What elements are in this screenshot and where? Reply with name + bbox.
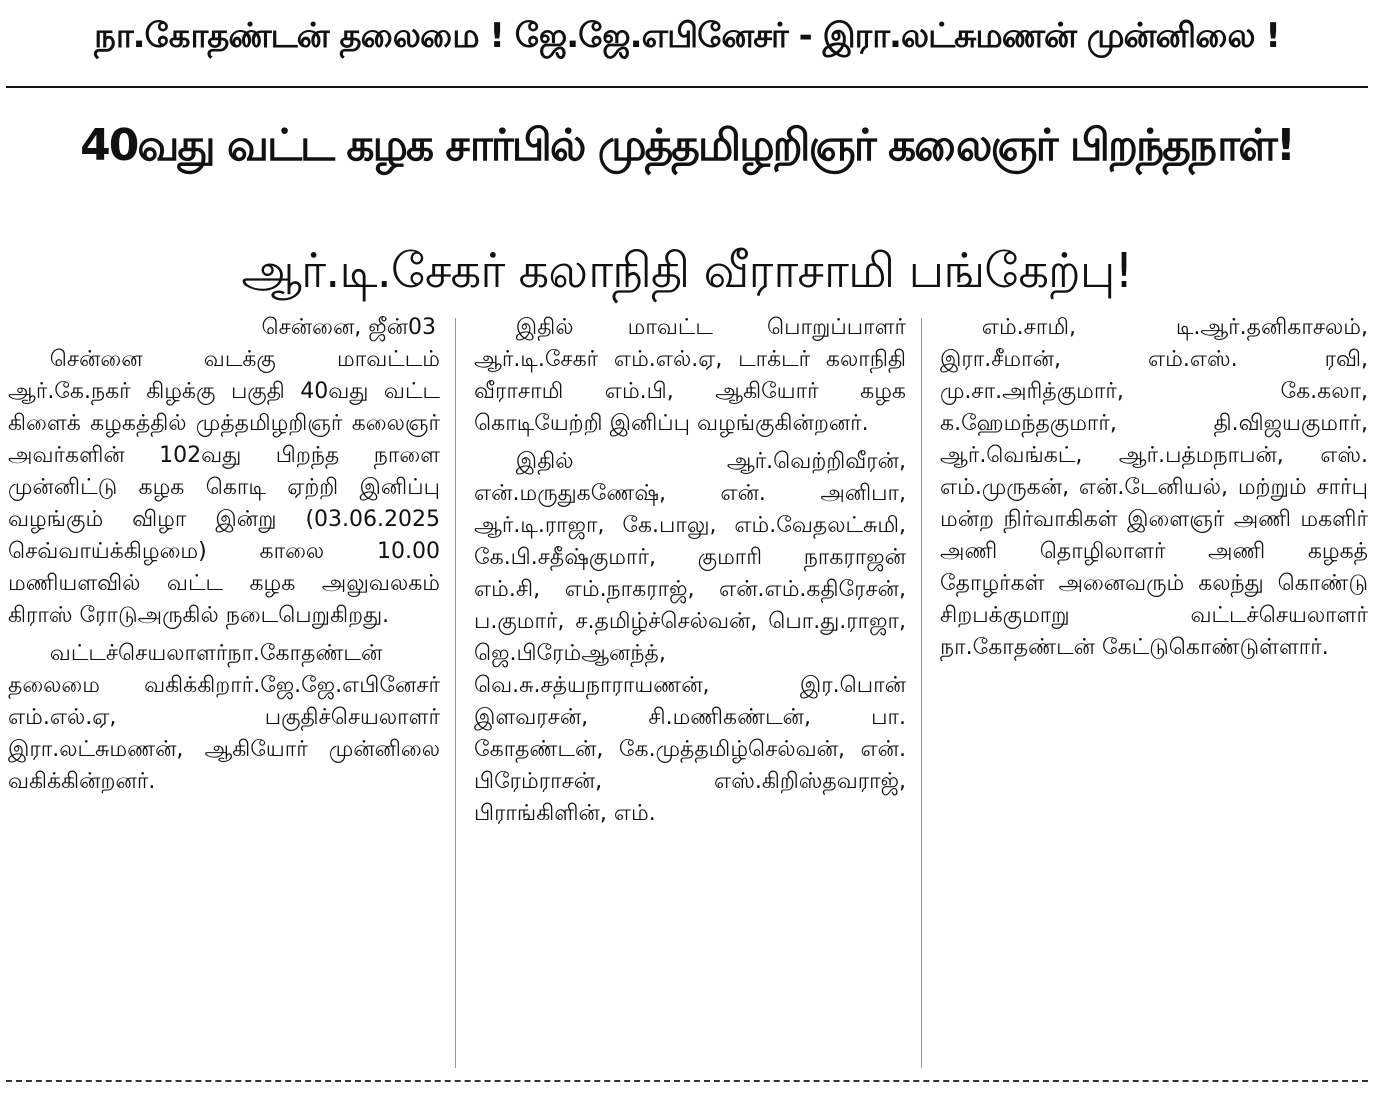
paragraph-chief-guests: இதில் மாவட்ட பொறுப்பாளர் ஆர்.டி.சேகர் எம்.எல்.ஏ, டாக்டர் கலாநிதி வீராசாமி எம்.பி, ஆகியோர் கழக கொடியேற்றி இனிப்பு வழங்குகின்றனர். bbox=[474, 315, 906, 436]
column-divider bbox=[921, 318, 922, 1068]
kicker-line: நா.கோதண்டன் தலைமை ! ஜே.ஜே.எபினேசர் - இரா.லட்சுமணன் முன்னிலை ! bbox=[94, 16, 1280, 56]
article-column-3 bbox=[940, 312, 1368, 1070]
paragraph-participants: இதில் ஆர்.வெற்றிவீரன், என்.மருதுகணேஷ், என். அனிபா, ஆர்.டி.ராஜா, கே.பாலு, எம்.வேதலட்சுமி, கே.பி.சதீஷ்குமார், குமாரி நாகராஜன் எம்.சி, எம்.நாகராஜ், என்.எம்.கதிரேசன், ப.குமார், ச.தமிழ்ச்செல்வன், பொ.து.ராஜா, ஜெ.பிரேம்ஆனந்த், வெ.சு.சத்யநாராயணன், இர.பொன் இளவரசன், சி.மணிகண்டன், பா. கோதண்டன், கே.முத்தமிழ்செல்வன், என். பிரேம்ராசன், எஸ்.கிறிஸ்தவராஜ், பிராங்கிளின், எம். bbox=[474, 449, 906, 826]
paragraph-presiding: வட்டச்செயலாளர்நா.கோதண்டன் தலைமை வகிக்கிறார்.ஜே.ஜே.எபினேசர் எம்.எல்.ஏ, பகுதிச்செயலாளர் இரா.லட்சுமணன், ஆகியோர் முன்னிலை வகிக்கின்றனர். bbox=[8, 641, 440, 794]
paragraph-intro: சென்னை வடக்கு மாவட்டம் ஆர்.கே.நகர் கிழக்கு பகுதி 40வது வட்ட கிளைக் கழகத்தில் முத்தமிழறிஞர் கலைஞர் அவர்களின் 102வது பிறந்த நாளை முன்னிட்டு கழக கொடி ஏற்றி இனிப்பு வழங்கும் விழா இன்று (03.06.2025 செவ்வாய்க்கிழமை) காலை 10.00 மணியளவில் வட்ட கழக அலுவலகம் கிராஸ் ரோடுஅருகில் நடைபெறுகிறது. bbox=[8, 347, 440, 628]
article-column-2 bbox=[474, 312, 906, 1070]
dateline: சென்னை, ஜீன்03 bbox=[261, 315, 436, 340]
top-rule bbox=[6, 86, 1368, 88]
article-column-1 bbox=[8, 312, 440, 1070]
column-divider bbox=[455, 318, 456, 1068]
subheadline: ஆர்.டி.சேகர் கலாநிதி வீராசாமி பங்கேற்பு! bbox=[241, 243, 1133, 299]
headline: 40வது வட்ட கழக சார்பில் முத்தமிழறிஞர் கலைஞர் பிறந்தநாள்! bbox=[80, 120, 1294, 171]
paragraph-closing: எம்.சாமி, டி.ஆர்.தனிகாசலம், இரா.சீமான், எம்.எஸ். ரவி, மு.சா.அரித்குமார், கே.கலா, க.ஹேமந்தகுமார், தி.விஜயகுமார், ஆர்.வெங்கட், ஆர்.பத்மநாபன், எஸ். எம்.முருகன், என்.டேனியல், மற்றும் சார்பு மன்ற நிர்வாகிகள் இளைஞர் அணி மகளிர் அணி தொழிலாளர் அணி கழகத் தோழர்கள் அனைவரும் கலந்து கொண்டு சிறபக்குமாறு வட்டச்செயலாளர் நா.கோதண்டன் கேட்டுகொண்டுள்ளார். bbox=[940, 315, 1368, 660]
bottom-dashed-rule bbox=[6, 1080, 1368, 1082]
